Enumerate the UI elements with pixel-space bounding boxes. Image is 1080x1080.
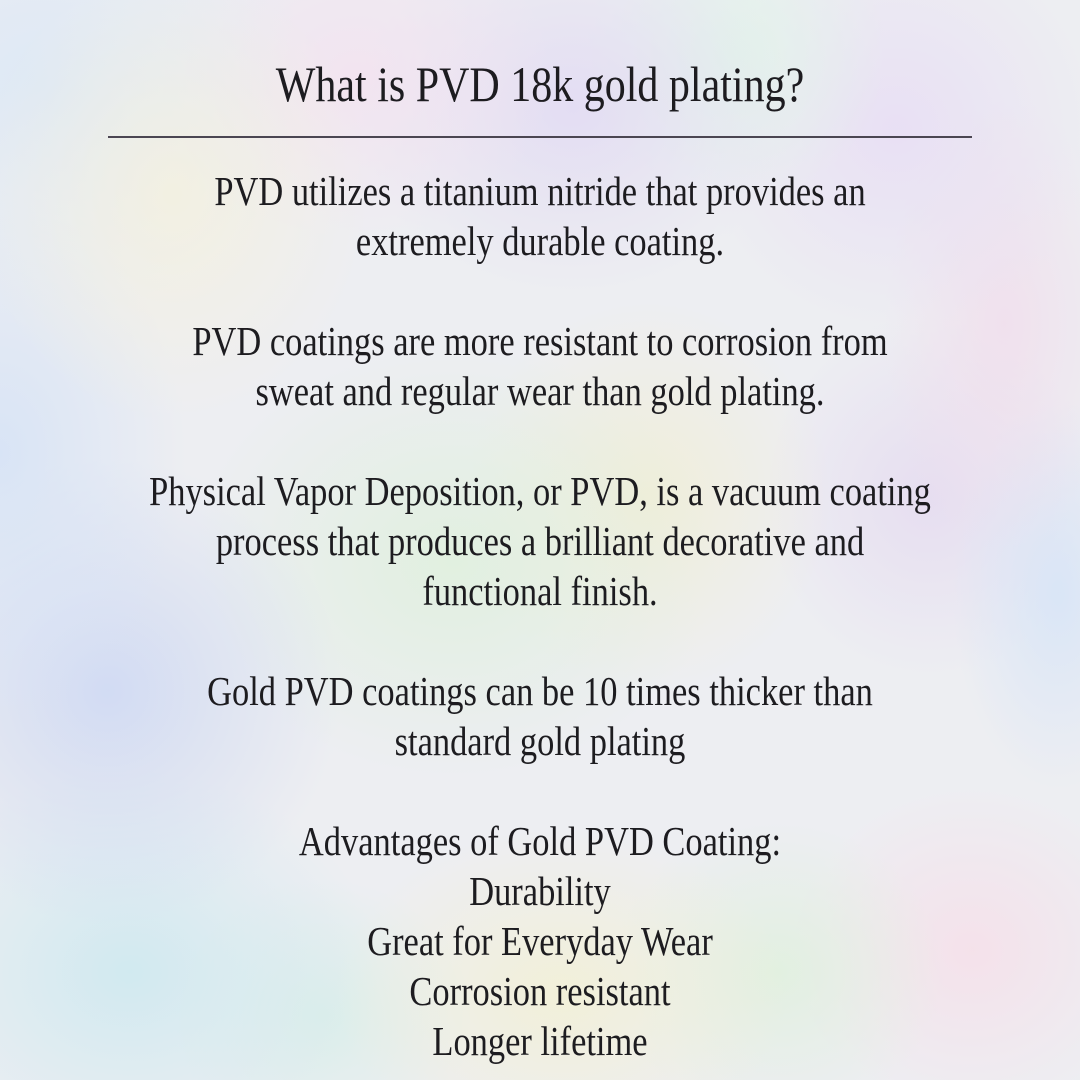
text-line: functional finish. <box>422 568 658 614</box>
text-line: Great for Everyday Wear <box>367 918 713 964</box>
paragraph <box>86 666 993 766</box>
text-line: Corrosion resistant <box>409 968 671 1014</box>
page-title: What is PVD 18k gold plating? <box>275 56 805 112</box>
paragraph <box>86 166 993 266</box>
body-text <box>86 166 993 1066</box>
text-line: standard gold plating <box>394 718 686 764</box>
text-line: Gold PVD coatings can be 10 times thicker than <box>207 668 873 714</box>
paragraph <box>86 316 993 416</box>
text-line: PVD utilizes a titanium nitride that provides an <box>214 168 866 214</box>
text-line: Longer lifetime <box>432 1018 648 1064</box>
paragraph <box>86 466 993 616</box>
text-line: sweat and regular wear than gold plating. <box>255 368 825 414</box>
paragraph <box>86 816 993 1066</box>
title-divider <box>108 136 972 138</box>
text-line: Advantages of Gold PVD Coating: <box>298 818 782 864</box>
text-line: PVD coatings are more resistant to corrosion from <box>192 318 888 364</box>
text-line: process that produces a brilliant decorative and <box>215 518 865 564</box>
text-line: Physical Vapor Deposition, or PVD, is a vacuum coating <box>149 468 931 514</box>
text-line: Durability <box>469 868 611 914</box>
text-line: extremely durable coating. <box>355 218 725 264</box>
